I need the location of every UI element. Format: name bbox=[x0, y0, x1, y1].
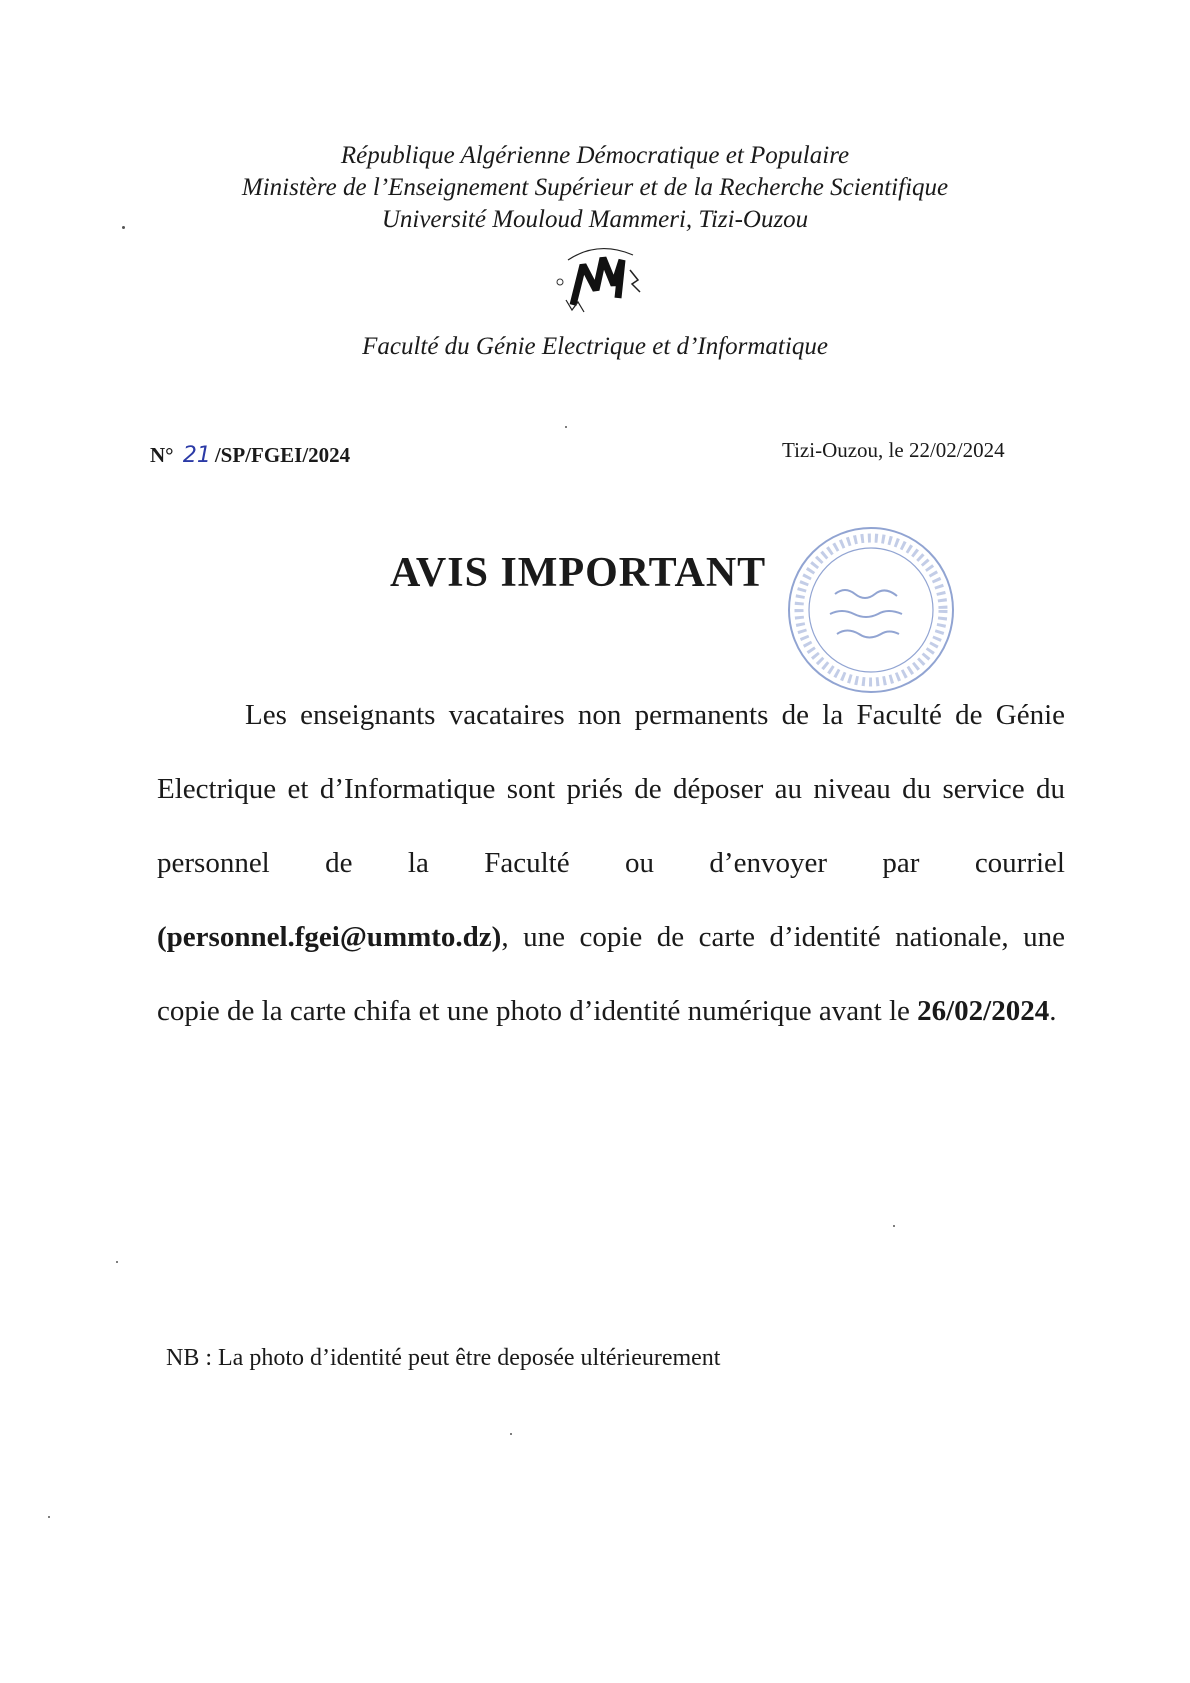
body-text-part3: . bbox=[1049, 995, 1057, 1027]
reference-number bbox=[150, 443, 350, 468]
notice-body bbox=[157, 678, 1065, 1048]
scan-speck bbox=[48, 1516, 50, 1518]
scan-speck bbox=[122, 226, 125, 229]
reference-prefix: N° bbox=[150, 443, 174, 467]
faculty-stamp-icon bbox=[785, 524, 957, 696]
reference-handwritten-number: 21 bbox=[182, 443, 211, 468]
notice-title: AVIS IMPORTANT bbox=[390, 550, 767, 596]
contact-email: (personnel.fgei@ummto.dz) bbox=[157, 921, 502, 953]
faculty-name: Faculté du Génie Electrique et d’Informatique bbox=[362, 333, 828, 360]
university-logo-icon bbox=[548, 240, 648, 320]
place-date: Tizi-Ouzou, le 22/02/2024 bbox=[782, 438, 1005, 462]
letterhead bbox=[0, 140, 1190, 236]
body-text-part1: Les enseignants vacataires non permanents de la Faculté de Génie Electrique et d’Informatique sont priés de déposer au niveau du service du personnel de la Faculté ou d’envoyer par courriel bbox=[157, 699, 1065, 879]
university-line: Université Mouloud Mammeri, Tizi-Ouzou bbox=[381, 206, 809, 233]
body-text-part2: , une copie de carte d’identité nationale, une copie de la carte chifa et une photo d’identité numérique avant le bbox=[157, 921, 1065, 1027]
footnote: NB : La photo d’identité peut être deposée ultérieurement bbox=[166, 1345, 721, 1371]
republic-line: République Algérienne Démocratique et Populaire bbox=[340, 142, 850, 169]
ministry-line: Ministère de l’Enseignement Supérieur et de la Recherche Scientifique bbox=[241, 174, 949, 201]
scan-speck bbox=[565, 426, 567, 428]
deadline-date: 26/02/2024 bbox=[917, 995, 1050, 1027]
scan-speck bbox=[116, 1261, 118, 1263]
scan-speck bbox=[510, 1433, 512, 1435]
reference-suffix: /SP/FGEI/2024 bbox=[214, 443, 351, 467]
scan-speck bbox=[893, 1225, 895, 1227]
